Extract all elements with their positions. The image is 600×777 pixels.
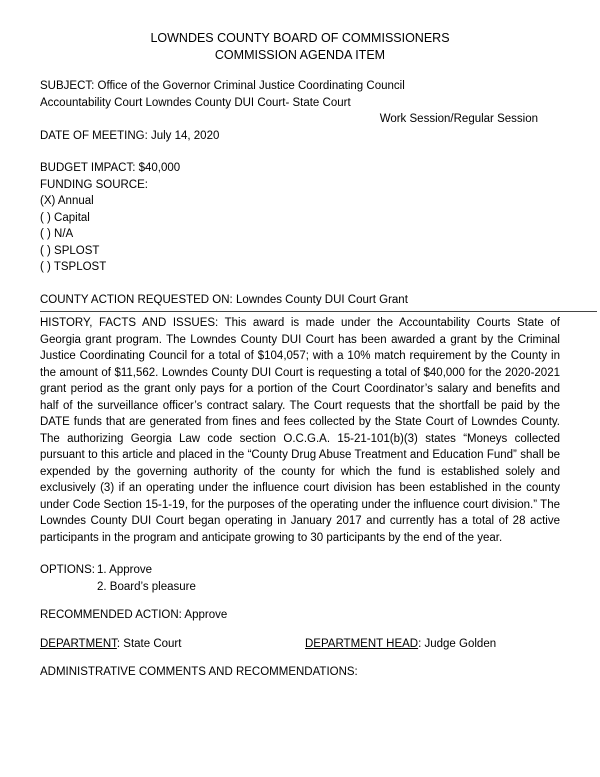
meeting-date: DATE OF MEETING: July 14, 2020 xyxy=(40,129,220,142)
option-approve: 1. Approve xyxy=(97,564,152,576)
department-value: : State Court xyxy=(116,637,182,650)
department-head-field xyxy=(305,636,496,653)
subject-line-2: Accountability Court Lowndes County DUI Court- State Court xyxy=(40,96,351,109)
funding-option-splost: ( ) SPLOST xyxy=(40,244,100,257)
subject-line-1: SUBJECT: Office of the Governor Criminal Justice Coordinating Council xyxy=(40,80,405,92)
options-block xyxy=(40,562,560,595)
funding-option-tsplost: ( ) TSPLOST xyxy=(40,261,107,273)
department-field xyxy=(40,636,305,653)
funding-source-block xyxy=(40,177,560,276)
history-facts-issues: HISTORY, FACTS AND ISSUES: This award is made under the Accountability Courts State of Georgia grant program. The Lowndes County DUI Court has been awarded a grant by the Criminal Justice Coordinating Council for a total of $104,057; with a 10% match requirement by the County in the amount of $11,562. Lowndes County DUI Court is requesting a total of $40,000 for the 2020-2021 grant period as the grant only pays for a portion of the Court Coordinator’s salary and benefits and half of the surveillance officer’s contract salary. The Court requests that the shortfall be paid by the DATE funds that are generated from fines and fees collected by the State Court of Lowndes County. The authorizing Georgia Law code section O.C.G.A. 15-21-101(b)(3) states “Moneys collected pursuant to this article and placed in the “County Drug Abuse Treatment and Education Fund” shall be expended by the governing authority of the county for which the fund is established solely and exclusively (3) if an operating under the influence court division has been established in the county under Code Section 15-1-19, for the purposes of the operating under the influence court division.” The Lowndes County DUI Court began operating in January 2017 and currently has a total of 28 active participants in the program and anticipate growing to 30 participants by the end of the year. xyxy=(40,317,560,544)
options-list xyxy=(97,562,196,595)
funding-source-label: FUNDING SOURCE: xyxy=(40,178,148,191)
budget-impact: BUDGET IMPACT: $40,000 xyxy=(40,162,181,174)
funding-option-na: ( ) N/A xyxy=(40,228,74,240)
board-title: LOWNDES COUNTY BOARD OF COMMISSIONERS xyxy=(150,31,450,45)
county-action-requested: COUNTY ACTION REQUESTED ON: Lowndes County DUI Court Grant xyxy=(40,292,597,313)
document-header xyxy=(40,30,560,64)
department-label: DEPARTMENT xyxy=(40,637,117,650)
department-head-label: DEPARTMENT HEAD xyxy=(305,637,419,650)
option-boards-pleasure: 2. Board’s pleasure xyxy=(97,580,196,593)
department-row xyxy=(40,636,560,653)
subject-block xyxy=(40,78,560,111)
funding-option-capital: ( ) Capital xyxy=(40,211,90,224)
recommended-action: RECOMMENDED ACTION: Approve xyxy=(40,609,228,621)
funding-option-annual: (X) Annual xyxy=(40,195,94,207)
department-head-value: : Judge Golden xyxy=(418,637,497,650)
administrative-comments: ADMINISTRATIVE COMMENTS AND RECOMMENDATIONS: xyxy=(40,666,358,678)
options-label: OPTIONS: xyxy=(40,564,95,576)
session-type: Work Session/Regular Session xyxy=(379,113,538,125)
agenda-item-title: COMMISSION AGENDA ITEM xyxy=(214,48,386,62)
